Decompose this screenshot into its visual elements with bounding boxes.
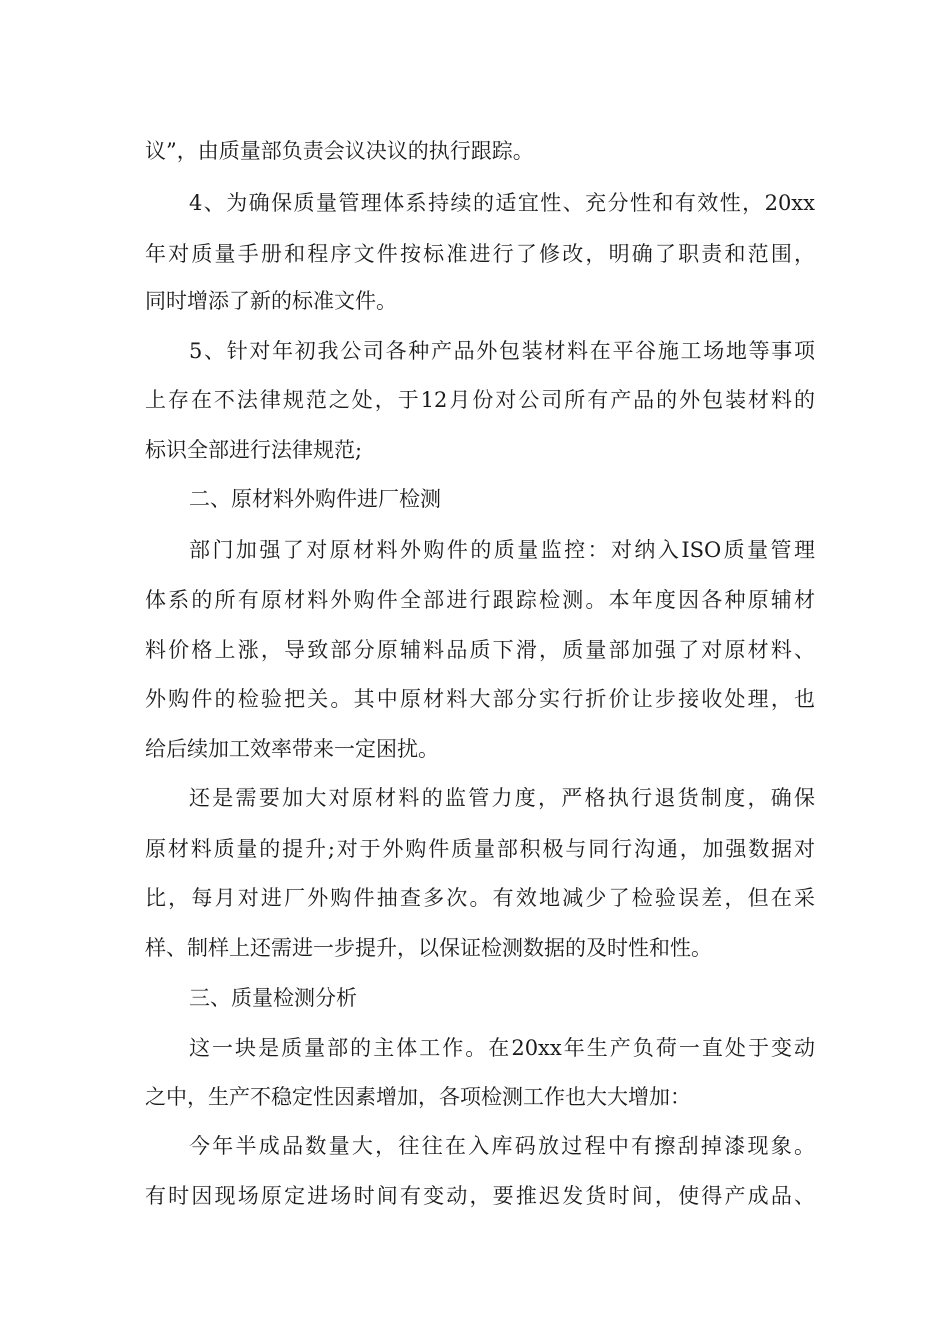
text-line: 还是需要加大对原材料的监管力度，严格执行退货制度，确保 (189, 786, 815, 810)
text-line: 4、为确保质量管理体系持续的适宜性、充分性和有效性，20xx (189, 191, 815, 215)
text-line: 今年半成品数量大，往往在入库码放过程中有擦刮掉漆现象。 (189, 1134, 815, 1158)
text-line: 外购件的检验把关。其中原材料大部分实行折价让步接收处理，也 (145, 687, 815, 711)
text-line: 部门加强了对原材料外购件的质量监控：对纳入ISO质量管理 (189, 538, 815, 562)
text-line: 上存在不法律规范之处，于12月份对公司所有产品的外包装材料的 (145, 388, 815, 412)
text-line: 这一块是质量部的主体工作。在20xx年生产负荷一直处于变动 (189, 1036, 815, 1060)
text-line: 有时因现场原定进场时间有变动，要推迟发货时间，使得产成品、 (145, 1184, 815, 1208)
text-line: 给后续加工效率带来一定困扰。 (145, 737, 439, 761)
text-line: 年对质量手册和程序文件按标准进行了修改，明确了职责和范围， (145, 242, 815, 266)
text-line: 体系的所有原材料外购件全部进行跟踪检测。本年度因各种原辅材 (145, 588, 815, 612)
text-line: 料价格上涨，导致部分原辅料品质下滑，质量部加强了对原材料、 (145, 638, 815, 662)
text-line: 5、针对年初我公司各种产品外包装材料在平谷施工场地等事项 (189, 339, 815, 363)
text-line: 样、制样上还需进一步提升，以保证检测数据的及时性和性。 (145, 936, 712, 960)
text-line: 标识全部进行法律规范; (145, 438, 363, 462)
text-line: 原材料质量的提升;对于外购件质量部积极与同行沟通，加强数据对 (145, 837, 815, 861)
text-line: 同时增添了新的标准文件。 (145, 289, 397, 313)
section-heading: 二、原材料外购件进厂检测 (189, 487, 441, 511)
text-line: 之中，生产不稳定性因素增加，各项检测工作也大大增加： (145, 1085, 691, 1109)
section-heading: 三、质量检测分析 (189, 986, 357, 1010)
text-line: 议”，由质量部负责会议决议的执行跟踪。 (145, 139, 534, 163)
text-line: 比，每月对进厂外购件抽查多次。有效地减少了检验误差，但在采 (145, 886, 815, 910)
